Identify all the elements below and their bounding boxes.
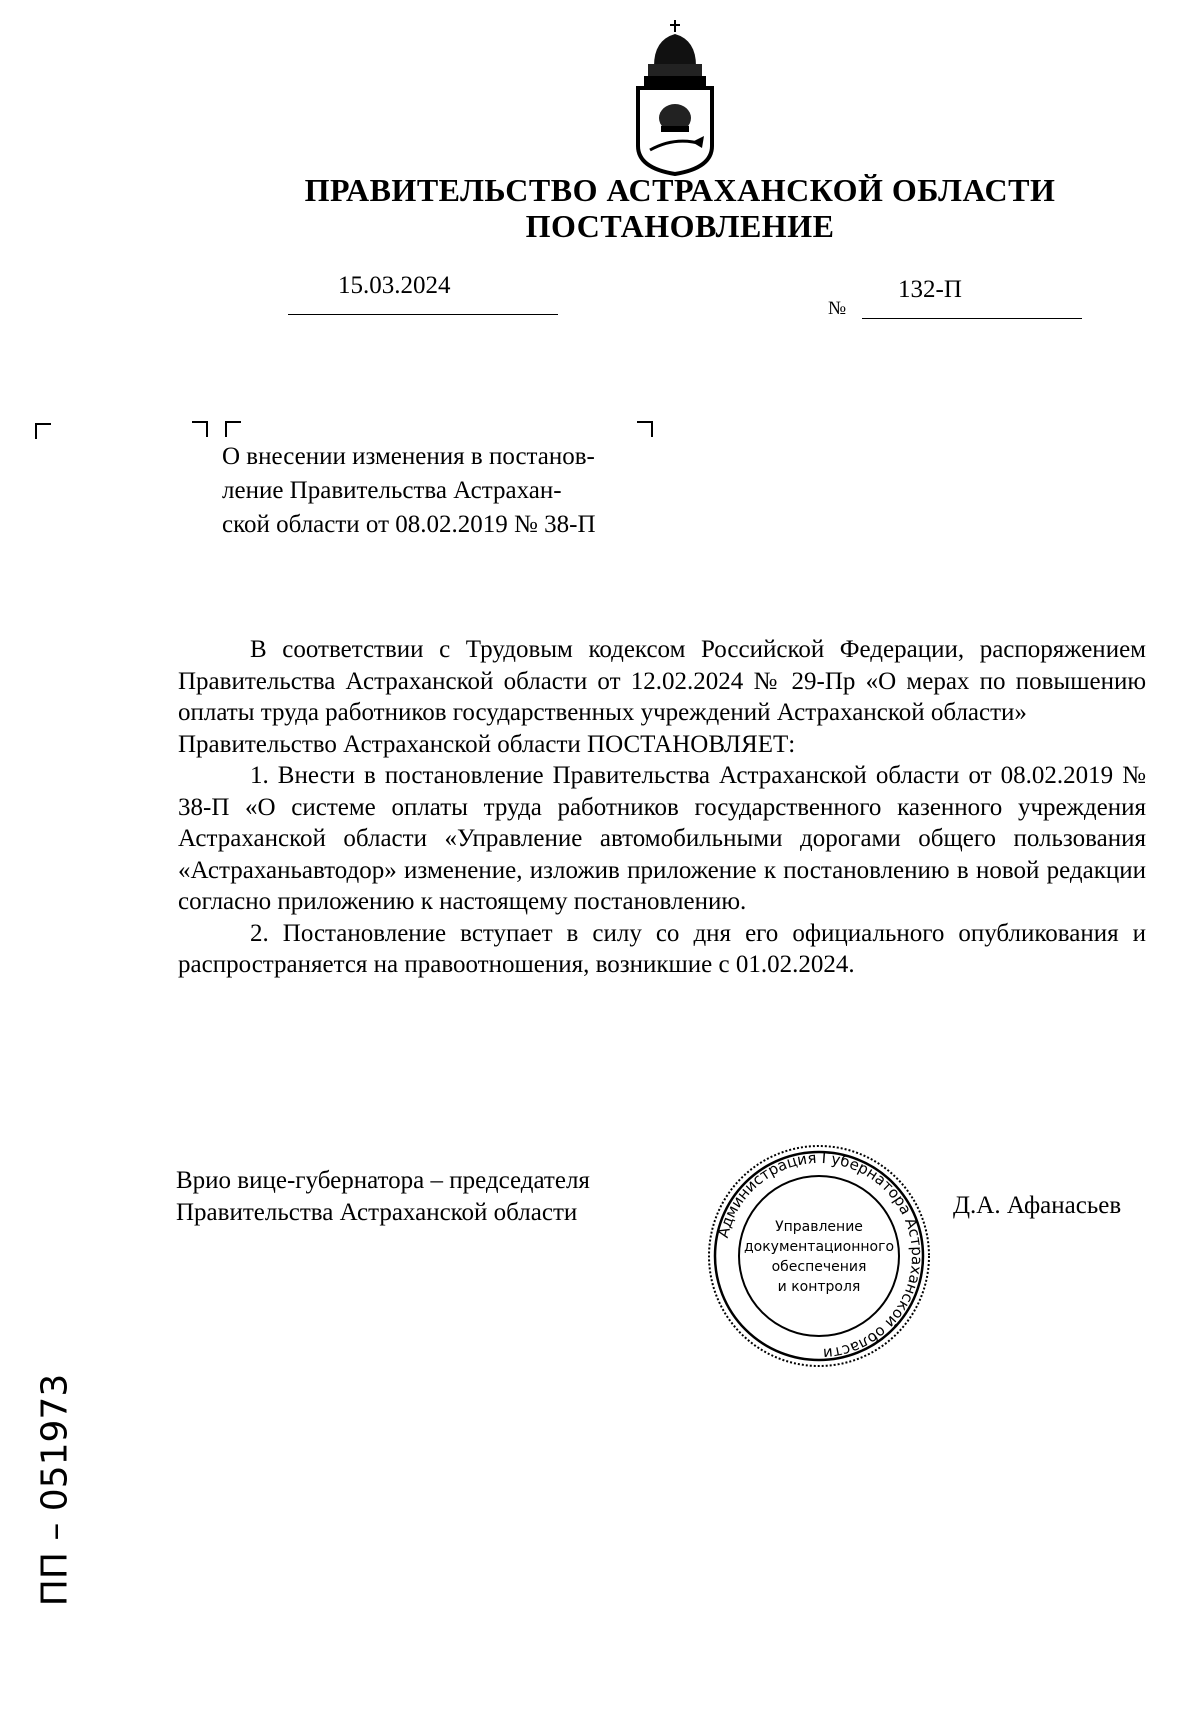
corner-mark [35,423,51,439]
resolution-line: Правительство Астраханской области ПОСТАНОВЛЯЕТ: [178,730,796,758]
item-paragraph-2: 2. Постановление вступает в силу со дня его официального опубликования и распространяется на правоотношения, возникшие с 01.02.2024. [178,919,1146,978]
subject-line: ление Правительства Астрахан- [222,477,562,504]
stamp-inner-line: Управление [775,1219,863,1235]
signer-name: Д.А. Афанасьев [953,1192,1122,1219]
document-date: 15.03.2024 [338,272,451,299]
organization-title: ПРАВИТЕЛЬСТВО АСТРАХАНСКОЙ ОБЛАСТИ [304,172,1056,208]
document-number: 132-П [898,276,962,303]
date-underline [288,314,558,315]
corner-mark [225,421,241,437]
stamp-inner-line: обеспечения [771,1259,867,1275]
stamp-inner-line: и контроля [777,1279,861,1295]
corner-mark [192,421,208,437]
stamp-outer-text: Администрация Губернатора Астраханской области [713,1148,927,1363]
subject-line: ской области от 08.02.2019 № 38-П [222,511,596,538]
coat-of-arms-icon [632,18,718,176]
stamp-inner-line: документационного [743,1239,895,1255]
subject-line: О внесении изменения в постанов- [222,443,595,470]
document-subject [222,440,596,542]
document-type-title: ПОСТАНОВЛЕНИЕ [525,208,835,244]
item-paragraph-1: 1. Внести в постановление Правительства Астраханской области от 08.02.2019 № 38-П «О системе оплаты труда работников государственного казенного учреждения Астраханской области «Управление автомобильными дорогами общего пользования «Астраханьавтодор» изменение, изложив приложение к постановлению в новой редакции согласно приложению к настоящему постановлению. [178,762,1146,915]
registration-text: ПП – 051973 [34,1373,76,1607]
preamble-paragraph: В соответствии с Трудовым кодексом Российской Федерации, распоряжением Правительства Астраханской области от 12.02.2024 № 29-Пр «О мерах по повышению оплаты труда работников государственных учреждений Астраханской области» [178,636,1146,726]
number-underline [862,318,1082,319]
registration-number [10,1373,100,1607]
signer-position [176,1165,590,1229]
signer-position-line: Врио вице-губернатора – председателя [176,1167,590,1194]
official-stamp [706,1143,932,1369]
corner-mark [637,421,653,437]
document-body [178,634,1146,981]
signer-position-line: Правительства Астраханской области [176,1199,578,1226]
number-sign: № [828,298,847,319]
